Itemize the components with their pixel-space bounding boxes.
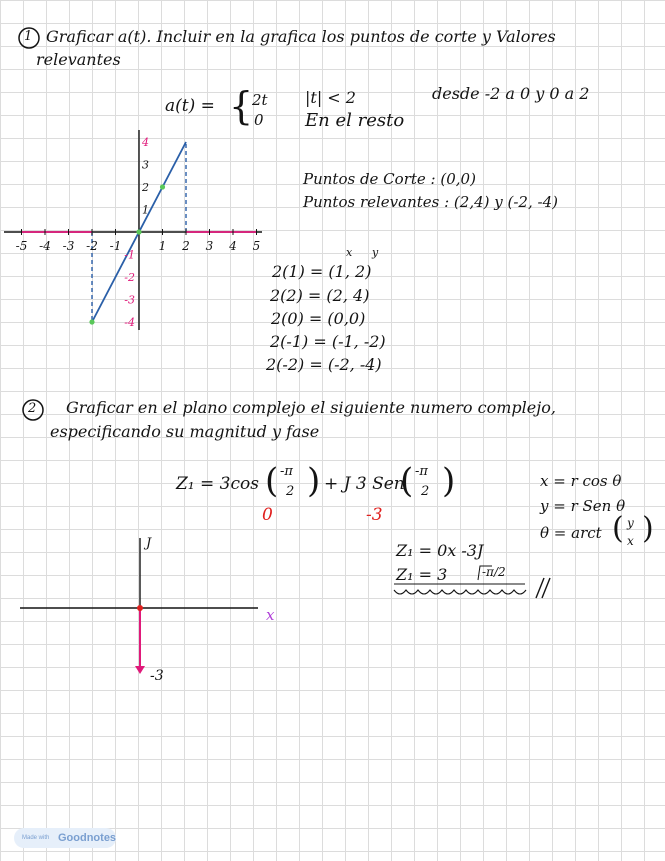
angle-symbol (478, 566, 492, 580)
y-tick-label: 4 (142, 136, 149, 149)
x-tick-label: -5 (15, 239, 28, 253)
fraction-x: x (627, 534, 634, 548)
value-imag: -3 (366, 505, 383, 525)
x-tick-label: -2 (86, 239, 98, 253)
problem1-statement-line2: relevantes (36, 50, 121, 69)
evaluation-row: 2(0) = (0,0) (271, 309, 366, 328)
evaluation-row: 2(1) = (1, 2) (272, 262, 372, 281)
result-polar: Z₁ = 3 (396, 565, 448, 584)
evaluation-row: 2(-2) = (-2, -4) (266, 355, 382, 374)
y-tick-label: -3 (124, 293, 135, 307)
x-tick-label: -1 (109, 239, 122, 253)
case2-condition: En el resto (305, 110, 405, 131)
y-tick-label: 1 (142, 203, 149, 217)
paren-close: ) (307, 461, 321, 501)
paren-close: ) (442, 461, 456, 501)
problem2-statement-line1: Graficar en el plano complejo el siguiente numero complejo, (66, 398, 556, 417)
problem2-statement-line2: especificando su magnitud y fase (50, 422, 320, 441)
case1-condition: |t| < 2 (305, 88, 356, 107)
x-tick-label: 1 (158, 239, 167, 253)
x-tick-label: 2 (182, 239, 190, 253)
range-note: desde -2 a 0 y 0 a 2 (432, 84, 590, 103)
formula-x: x = r cos θ (540, 472, 622, 490)
x-tick-label: 4 (229, 239, 237, 253)
case2-expression: 0 (254, 111, 264, 129)
paren-close: ) (642, 511, 654, 546)
value-real: 0 (262, 505, 273, 525)
y-tick-label: 2 (142, 181, 149, 194)
y-tick-label: -4 (124, 316, 135, 329)
paren-open: ( (265, 461, 279, 501)
watermark-brand: Goodnotes (58, 832, 117, 844)
x-tick-label: 5 (252, 239, 261, 253)
equation-plus-j-sen: + J 3 Sen (324, 474, 405, 494)
case1-expression: 2t (252, 91, 268, 109)
table-header-y: y (372, 246, 379, 259)
equation-z-cos: Z₁ = 3cos (176, 474, 259, 494)
point-label: -3 (150, 668, 164, 684)
origin-point (137, 605, 143, 611)
imaginary-axis-label: J (146, 536, 152, 551)
fraction-y: y (627, 516, 634, 530)
paren-open: ( (400, 461, 414, 501)
goodnotes-watermark (14, 828, 116, 848)
formula-theta: θ = arct (540, 524, 602, 542)
fraction-numerator: -π (280, 464, 293, 479)
piecewise-brace: { (229, 84, 254, 128)
x-tick-label: 3 (205, 239, 214, 253)
fraction-denominator: 2 (421, 484, 430, 499)
problem1-statement-line1: Graficar a(t). Incluir en la grafica los puntos de corte y Valores (46, 27, 556, 46)
arrowhead-icon (135, 666, 145, 674)
x-tick-label: -3 (62, 239, 75, 253)
fraction-denominator: 2 (286, 484, 295, 499)
y-tick-label: 3 (142, 158, 149, 172)
result-angle: -π/2 (482, 565, 506, 579)
evaluation-row: 2(-1) = (-1, -2) (270, 332, 386, 351)
cut-points: Puntos de Corte : (0,0) (303, 170, 476, 188)
x-tick-label: -4 (39, 239, 51, 253)
underline-decoration (394, 590, 526, 594)
y-tick-label: -2 (124, 271, 135, 284)
table-header-x: x (346, 246, 353, 259)
watermark-made-with: Made with (22, 835, 50, 841)
formula-y: y = r Sen θ (540, 497, 626, 515)
evaluation-row: 2(2) = (2, 4) (270, 286, 370, 305)
problem1-number: 1 (24, 29, 33, 44)
y-tick-label: -1 (124, 248, 135, 262)
relevant-points: Puntos relevantes : (2,4) y (-2, -4) (303, 193, 558, 211)
real-axis-label: x (266, 606, 275, 624)
result-rectangular: Z₁ = 0x -3J (396, 541, 484, 560)
fraction-numerator: -π (415, 464, 428, 479)
problem2-number: 2 (28, 401, 37, 416)
paren-open: ( (612, 511, 624, 546)
function-name: a(t) = (165, 96, 215, 116)
